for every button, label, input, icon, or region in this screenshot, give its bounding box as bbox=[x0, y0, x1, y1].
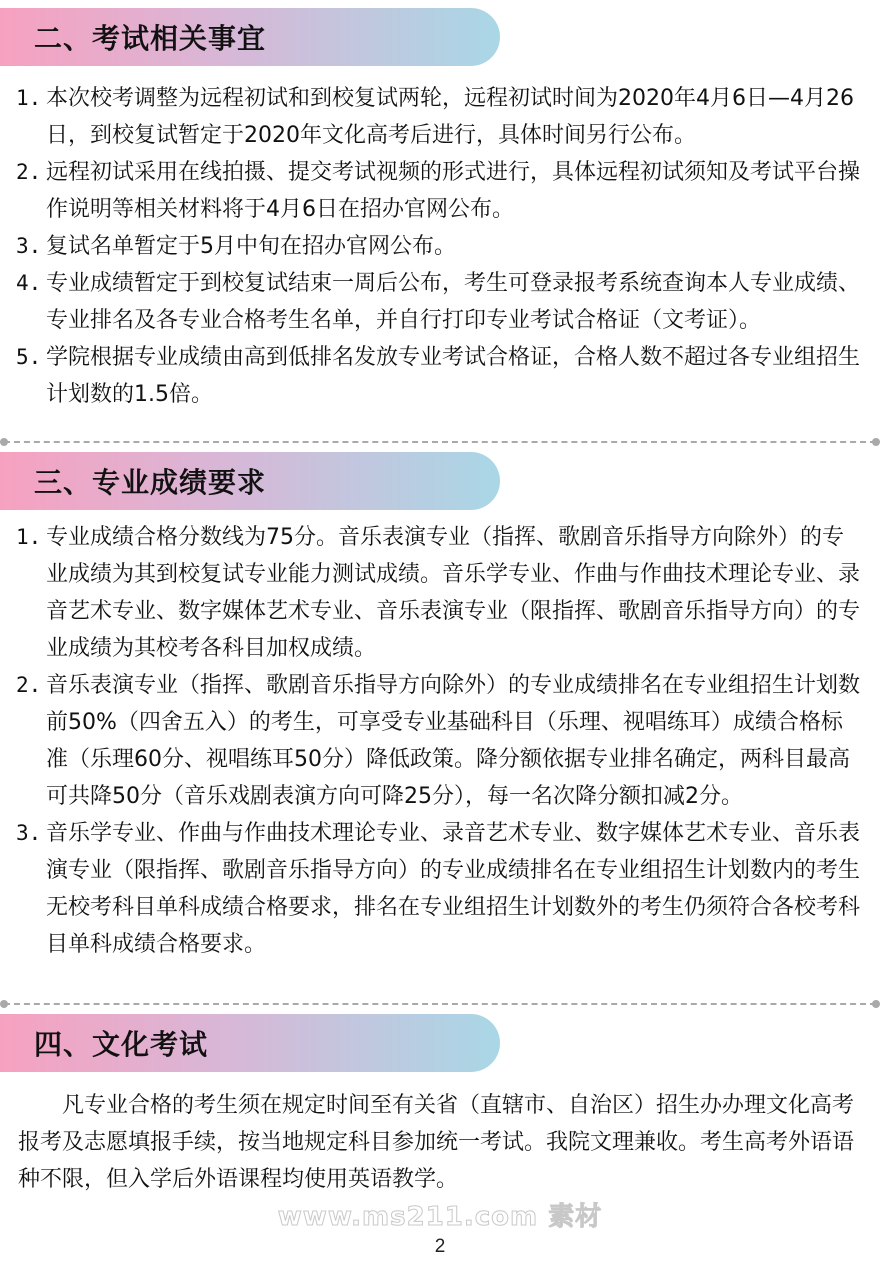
list-item: 4. 专业成绩暂定于到校复试结束一周后公布，考生可登录报考系统查询本人专业成绩、专业排名及各专业合格考生名单，并自行打印专业考试合格证（文考证）。 bbox=[16, 271, 861, 333]
list-item: 2. 音乐表演专业（指挥、歌剧音乐指导方向除外）的专业成绩排名在专业组招生计划数前50%（四舍五入）的考生，可享受专业基础科目（乐理、视唱练耳）成绩合格标准（乐理60分、视唱练耳50分）降低政策。降分额依据专业排名确定，两科目最高可共降50分（音乐戏剧表演方向可降25分），每一名次降分额扣减2分。 bbox=[16, 673, 861, 809]
page-number: 2 bbox=[434, 1236, 446, 1257]
list-item: 1. 专业成绩合格分数线为75分。音乐表演专业（指挥、歌剧音乐指导方向除外）的专业成绩为其到校复试专业能力测试成绩。音乐学专业、作曲与作曲技术理论专业、录音艺术专业、数字媒体艺术专业、音乐表演专业（限指挥、歌剧音乐指导方向）的专业成绩为其校考各科目加权成绩。 bbox=[16, 525, 861, 661]
section-4-banner bbox=[0, 1014, 500, 1072]
list-item: 3. 复试名单暂定于5月中旬在招办官网公布。 bbox=[16, 234, 456, 259]
list-item: 2. 远程初试采用在线拍摄、提交考试视频的形式进行，具体远程初试须知及考试平台操作说明等相关材料将于4月6日在招办官网公布。 bbox=[16, 160, 861, 222]
section-2-list bbox=[16, 80, 862, 413]
section-3-banner bbox=[0, 452, 500, 510]
section-divider bbox=[4, 1003, 876, 1005]
section-3-heading: 三、专业成绩要求 bbox=[34, 466, 267, 499]
section-4-heading: 四、文化考试 bbox=[34, 1028, 209, 1061]
list-item: 5. 学院根据专业成绩由高到低排名发放专业考试合格证，合格人数不超过各专业组招生计划数的1.5倍。 bbox=[16, 345, 861, 407]
list-item: 1. 本次校考调整为远程初试和到校复试两轮，远程初试时间为2020年4月6日—4月26日，到校复试暂定于2020年文化高考后进行，具体时间另行公布。 bbox=[16, 86, 854, 148]
section-divider bbox=[4, 441, 876, 443]
watermark: www.ms211.com 素材 bbox=[277, 1202, 603, 1232]
section-4-paragraph: 凡专业合格的考生须在规定时间至有关省（直辖市、自治区）招生办办理文化高考报考及志愿填报手续，按当地规定科目参加统一考试。我院文理兼收。考生高考外语语种不限，但入学后外语课程均使用英语教学。 bbox=[18, 1093, 855, 1192]
section-3-list bbox=[16, 519, 862, 963]
list-item: 3. 音乐学专业、作曲与作曲技术理论专业、录音艺术专业、数字媒体艺术专业、音乐表演专业（限指挥、歌剧音乐指导方向）的专业成绩排名在专业组招生计划数内的考生无校考科目单科成绩合格要求，排名在专业组招生计划数外的考生仍须符合各校考科目单科成绩合格要求。 bbox=[16, 821, 861, 957]
section-2-banner bbox=[0, 8, 500, 66]
section-2-heading: 二、考试相关事宜 bbox=[34, 22, 267, 55]
